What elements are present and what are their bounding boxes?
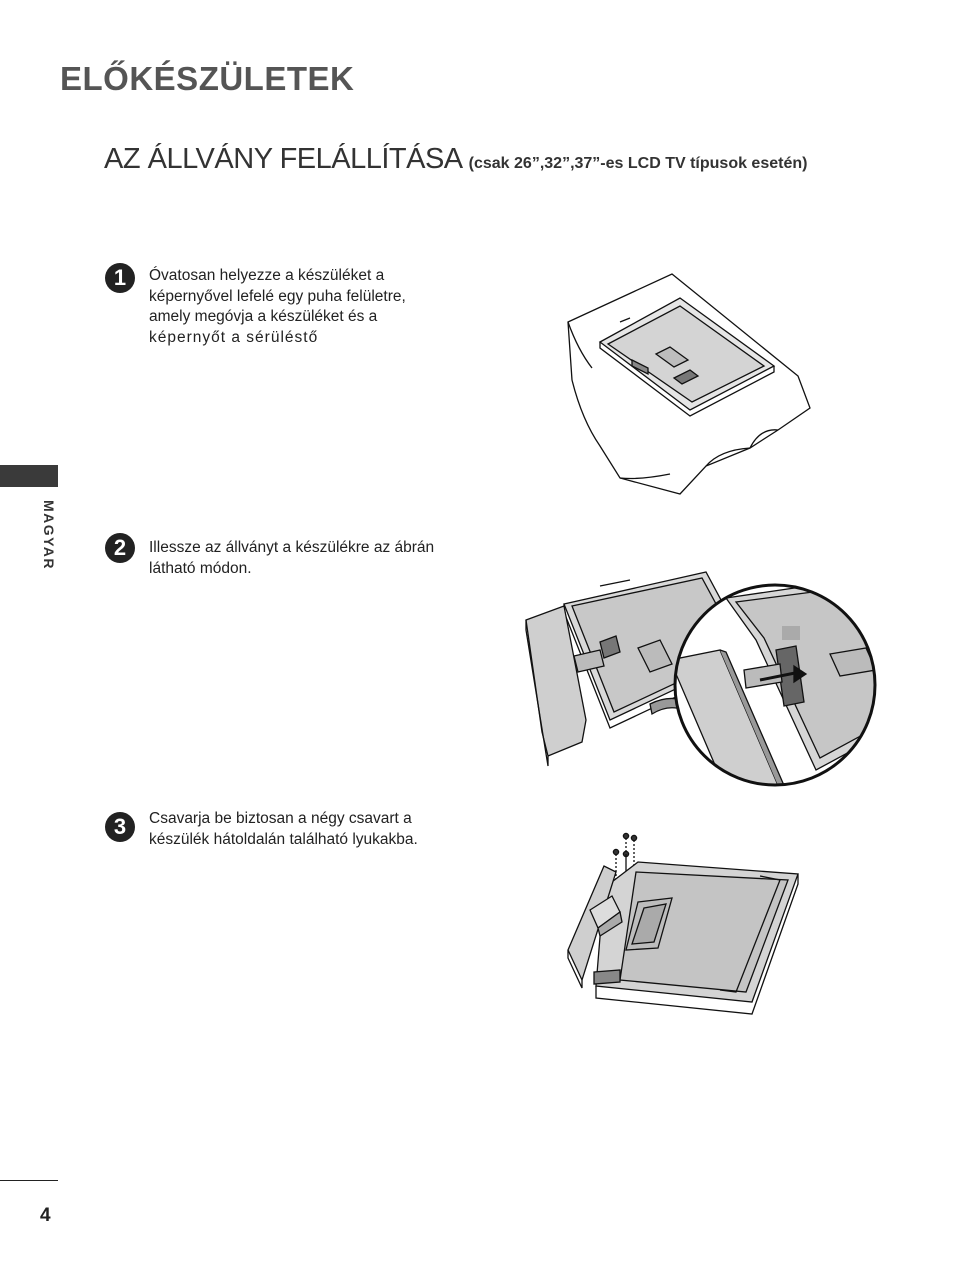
step-2-number: 2	[105, 533, 135, 563]
page-title: ELŐKÉSZÜLETEK	[60, 60, 355, 97]
step-2-text	[149, 538, 479, 579]
step-3-line: készülék hátoldalán található lyukakba.	[149, 830, 418, 848]
section-heading	[104, 143, 807, 176]
stand-insertion-illustration	[520, 570, 880, 790]
screws-illustration	[560, 832, 805, 1022]
language-tab-label: MAGYAR	[41, 500, 57, 570]
section-subtitle: (csak 26”,32”,37”-es LCD TV típusok esetén)	[468, 155, 808, 172]
page-number: 4	[40, 1205, 51, 1226]
step-1-line: amely megóvja a készüléket és a	[149, 308, 378, 325]
step-1-line: Óvatosan helyezze a készüléket a	[149, 267, 385, 284]
step-1-text	[149, 266, 479, 348]
step-2-line: látható módon.	[149, 559, 252, 577]
step-1-line: képernyőt a sérüléstő	[149, 328, 319, 346]
step-2-line: Illessze az állványt a készülékre az ábrán	[149, 539, 435, 556]
step-3-number: 3	[105, 812, 135, 842]
language-tab-marker	[0, 465, 58, 487]
step-1-line: képernyővel lefelé egy puha felületre,	[149, 287, 406, 305]
footer-divider	[0, 1180, 58, 1181]
step-1-number: 1	[105, 263, 135, 293]
section-title: AZ ÁLLVÁNY FELÁLLÍTÁSA	[104, 143, 463, 175]
step-3-line: Csavarja be biztosan a négy csavart a	[149, 810, 412, 827]
step-3-text	[149, 809, 479, 850]
tv-on-cloth-illustration	[560, 270, 820, 498]
